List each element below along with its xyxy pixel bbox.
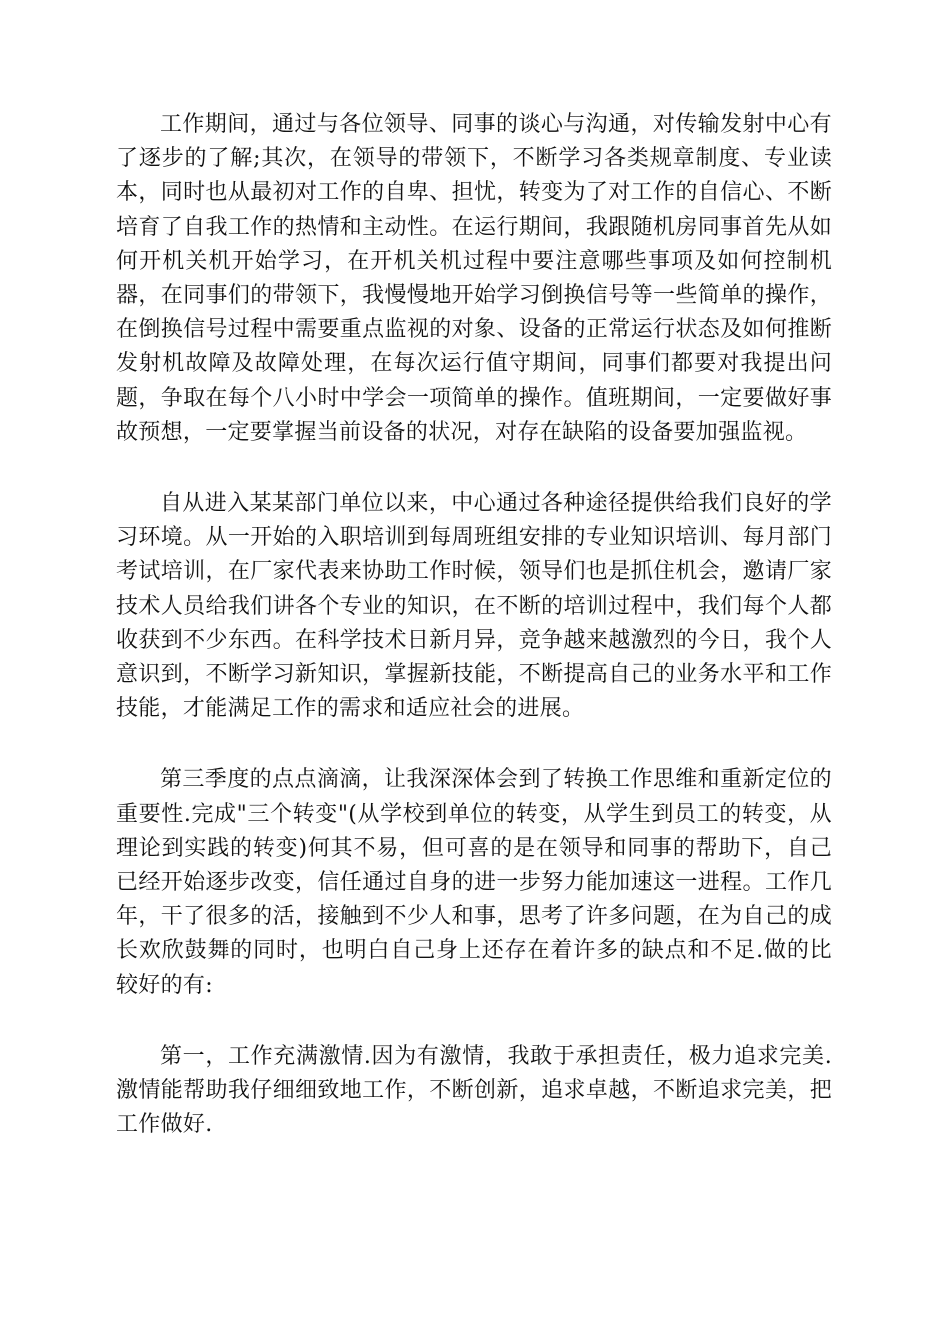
- paragraph-4: 第一，工作充满激情.因为有激情，我敢于承担责任，极力追求完美.激情能帮助我仔细细致地工作，不断创新，追求卓越，不断追求完美，把工作做好.: [116, 1043, 832, 1138]
- paragraph-2: 自从进入某某部门单位以来，中心通过各种途径提供给我们良好的学习环境。从一开始的入职培训到每周班组安排的专业知识培训、每月部门考试培训，在厂家代表来协助工作时候，领导们也是抓住机会，邀请厂家技术人员给我们讲各个专业的知识，在不断的培训过程中，我们每个人都收获到不少东西。在科学技术日新月异，竞争越来越激烈的今日，我个人意识到，不断学习新知识，掌握新技能，不断提高自己的业务水平和工作技能，才能满足工作的需求和适应社会的进展。: [116, 491, 832, 722]
- document-page: [116, 108, 832, 1179]
- paragraph-3: 第三季度的点点滴滴，让我深深体会到了转换工作思维和重新定位的重要性.完成"三个转变"(从学校到单位的转变，从学生到员工的转变，从理论到实践的转变)何其不易，但可喜的是在领导和同事的帮助下，自己已经开始逐步改变，信任通过自身的进一步努力能加速这一进程。工作几年，干了很多的活，接触到不少人和事，思考了许多问题，在为自己的成长欢欣鼓舞的同时，也明白自己身上还存在着许多的缺点和不足.做的比较好的有:: [116, 767, 832, 998]
- paragraph-1: 工作期间，通过与各位领导、同事的谈心与沟通，对传输发射中心有了逐步的了解;其次，在领导的带领下，不断学习各类规章制度、专业读本，同时也从最初对工作的自卑、担忧，转变为了对工作的自信心、不断培育了自我工作的热情和主动性。在运行期间，我跟随机房同事首先从如何开机关机开始学习，在开机关机过程中要注意哪些事项及如何控制机器，在同事们的带领下，我慢慢地开始学习倒换信号等一些简单的操作，在倒换信号过程中需要重点监视的对象、设备的正常运行状态及如何推断发射机故障及故障处理，在每次运行值守期间，同事们都要对我提出问题，争取在每个八小时中学会一项简单的操作。值班期间，一定要做好事故预想，一定要掌握当前设备的状况，对存在缺陷的设备要加强监视。: [116, 112, 832, 445]
